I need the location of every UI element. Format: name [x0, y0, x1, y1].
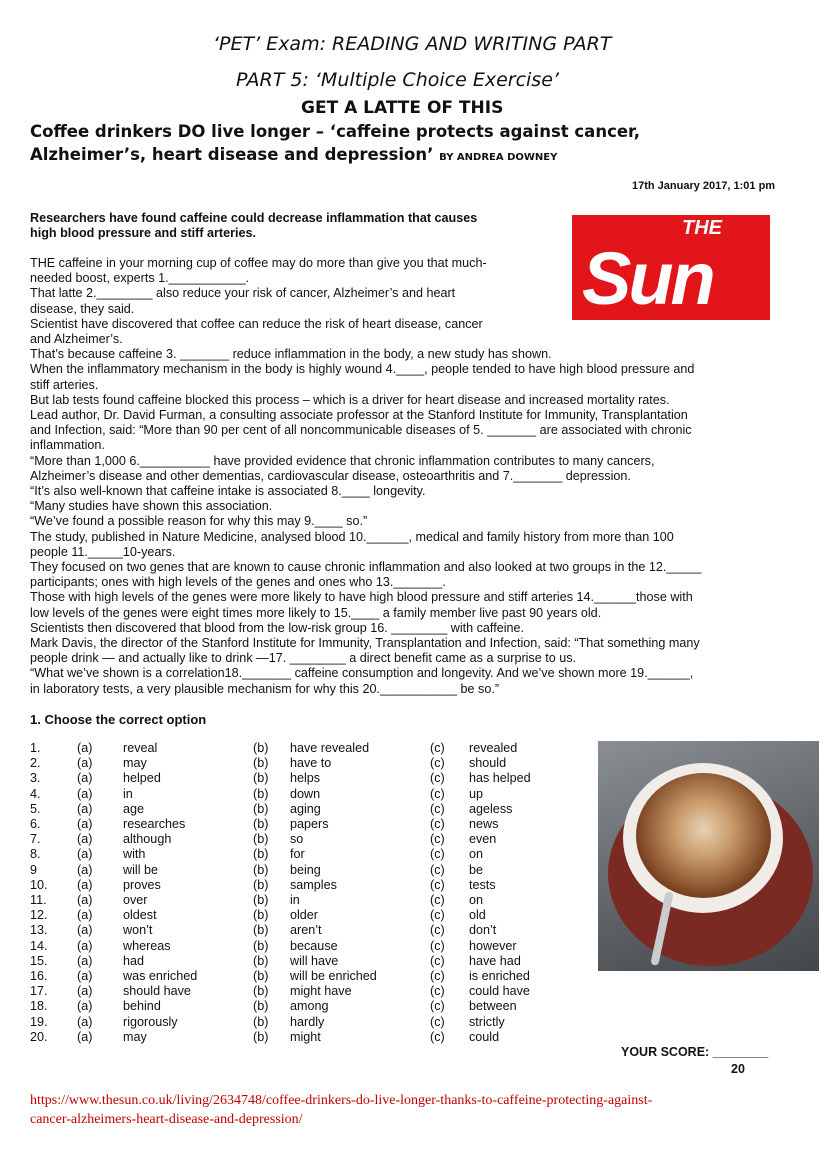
option-letter: (b) [253, 801, 269, 816]
option-letter: (a) [77, 741, 93, 755]
article-line: Scientists then discovered that blood from the low-risk group 16. ________ with caffeine. [30, 620, 525, 635]
option-b[interactable]: aging [290, 801, 321, 816]
option-letter: (c) [430, 832, 445, 847]
option-b[interactable]: have to [290, 756, 332, 771]
option-letter: (c) [430, 771, 445, 786]
option-letter: (b) [253, 953, 269, 968]
option-a[interactable]: may [123, 756, 147, 771]
question-number: 9 [30, 862, 38, 877]
option-letter: (c) [430, 786, 445, 801]
byline: BY ANDREA DOWNEY [439, 152, 558, 163]
option-letter: (a) [77, 893, 93, 907]
part-title: PART 5: ‘Multiple Choice Exercise’ [236, 69, 559, 91]
option-letter: (b) [253, 923, 269, 938]
option-c[interactable]: should [469, 756, 507, 771]
option-letter: (c) [430, 862, 445, 877]
option-a[interactable]: over [123, 893, 148, 907]
article-line: disease, they said. [30, 301, 135, 316]
option-c[interactable]: however [469, 938, 517, 953]
standfirst-1: Researchers have found caffeine could decrease inflammation that causes [30, 211, 478, 225]
article-line: That latte 2.________ also reduce your risk of cancer, Alzheimer’s and heart [30, 286, 456, 301]
option-letter: (b) [253, 741, 269, 755]
option-letter: (a) [77, 847, 93, 862]
option-a[interactable]: age [123, 801, 145, 816]
option-b[interactable]: might [290, 1029, 321, 1044]
question-number: 17. [30, 984, 48, 999]
option-b[interactable]: down [290, 786, 321, 801]
article-line: Scientist have discovered that coffee can reduce the risk of heart disease, cancer [30, 316, 483, 331]
standfirst-2: high blood pressure and stiff arteries. [30, 226, 257, 240]
option-letter: (c) [430, 969, 445, 983]
headline-line-1: Coffee drinkers DO live longer – ‘caffeine protects against cancer, [30, 122, 641, 141]
option-letter: (a) [77, 817, 93, 831]
option-a[interactable]: reveal [123, 741, 158, 755]
article-body [30, 256, 701, 697]
option-a[interactable]: behind [123, 999, 161, 1014]
option-a[interactable]: whereas [123, 938, 171, 953]
option-c[interactable]: be [469, 862, 484, 877]
option-letter: (a) [77, 756, 93, 771]
option-b[interactable]: among [290, 999, 329, 1014]
option-letter: (c) [430, 817, 445, 831]
option-letter: (c) [430, 984, 445, 999]
option-letter: (a) [77, 877, 93, 892]
option-b[interactable]: hardly [290, 1014, 325, 1029]
option-letter: (a) [77, 832, 93, 847]
option-b[interactable]: being [290, 862, 321, 877]
option-a[interactable]: although [123, 832, 172, 847]
option-letter: (a) [77, 938, 93, 953]
question-number: 13. [30, 923, 48, 938]
option-c[interactable]: even [469, 832, 497, 847]
option-letter: (c) [430, 923, 445, 938]
question-number: 19. [30, 1014, 48, 1029]
source-link-1[interactable]: https://www.thesun.co.uk/living/2634748/coffee-drinkers-do-live-longer-thanks-to-caffeine-protecting-against- [30, 1093, 653, 1108]
option-letter: (c) [430, 847, 445, 862]
question-number: 8. [30, 847, 41, 862]
article-line: That’s because caffeine 3. _______ reduce inflammation in the body, a new study has shown. [30, 347, 552, 362]
option-b[interactable]: papers [290, 817, 329, 831]
option-c[interactable]: could have [469, 984, 530, 999]
option-a[interactable]: helped [123, 771, 161, 786]
option-c[interactable]: ageless [469, 801, 513, 816]
option-letter: (c) [430, 999, 445, 1014]
article-line: “It’s also well-known that caffeine intake is associated 8.____ longevity. [30, 484, 426, 499]
option-c[interactable]: news [469, 817, 499, 831]
article-line: people drink — and actually like to drink —17. ________ a direct benefit came as a surprise to us. [30, 651, 577, 666]
exam-title: ‘PET’ Exam: READING AND WRITING PART [213, 33, 612, 55]
question-number: 5. [30, 801, 41, 816]
option-letter: (c) [430, 801, 445, 816]
question-number: 7. [30, 832, 41, 847]
option-letter: (c) [430, 893, 445, 907]
option-letter: (b) [253, 938, 269, 953]
option-b[interactable]: helps [290, 771, 321, 786]
option-b[interactable]: samples [290, 877, 337, 892]
option-a[interactable]: rigorously [123, 1014, 178, 1029]
headline-text: Alzheimer’s, heart disease and depression’ [30, 145, 434, 164]
option-c[interactable]: old [469, 908, 486, 923]
option-c[interactable]: don’t [469, 923, 497, 938]
option-letter: (b) [253, 893, 269, 907]
option-letter: (b) [253, 771, 269, 786]
option-letter: (a) [77, 862, 93, 877]
option-b[interactable]: might have [290, 984, 352, 999]
option-c[interactable]: have had [469, 953, 521, 968]
option-a[interactable]: had [123, 953, 145, 968]
option-letter: (b) [253, 756, 269, 771]
option-b[interactable]: have revealed [290, 741, 370, 755]
option-letter: (a) [77, 969, 93, 983]
source-link-2[interactable]: cancer-alzheimers-heart-disease-and-depression/ [30, 1112, 303, 1127]
question-number: 11. [30, 893, 47, 907]
option-b[interactable]: older [290, 908, 319, 923]
question-number: 6. [30, 817, 41, 831]
article-line: needed boost, experts 1.___________. [30, 271, 250, 286]
question-number: 4. [30, 786, 41, 801]
option-letter: (c) [430, 756, 445, 771]
article-line: They focused on two genes that are known to cause chronic inflammation and also looked at two groups in the 12._____ [30, 560, 702, 575]
option-b[interactable]: aren’t [290, 923, 322, 938]
article-line: When the inflammatory mechanism in the body is highly wound 4.____, people tended to have high blood pressure and [30, 362, 695, 377]
option-letter: (b) [253, 999, 269, 1014]
score-label: YOUR SCORE: ________ [621, 1045, 769, 1059]
headline-line-2 [30, 145, 557, 164]
option-letter: (b) [253, 786, 269, 801]
option-b[interactable]: for [290, 847, 305, 862]
article-line: The study, published in Nature Medicine, analysed blood 10.______, medical and family history from more than 100 [30, 529, 674, 544]
option-letter: (c) [430, 741, 445, 755]
question-number: 10. [30, 877, 48, 892]
logo-big: Sun [582, 237, 713, 320]
option-letter: (c) [430, 877, 445, 892]
option-b[interactable]: so [290, 832, 304, 847]
option-letter: (b) [253, 877, 269, 892]
article-line: “Many studies have shown this association. [30, 499, 273, 514]
option-c[interactable]: has helped [469, 771, 531, 786]
option-letter: (a) [77, 953, 93, 968]
option-letter: (c) [430, 953, 445, 968]
question-number: 15. [30, 953, 48, 968]
option-letter: (a) [77, 1029, 93, 1044]
option-a[interactable]: in [123, 786, 133, 801]
question-number: 14. [30, 938, 48, 953]
option-b[interactable]: because [290, 938, 338, 953]
option-a[interactable]: will be [123, 862, 158, 877]
question-number: 18. [30, 999, 48, 1014]
option-letter: (c) [430, 908, 445, 923]
option-letter: (a) [77, 908, 93, 923]
option-c[interactable]: is enriched [469, 969, 530, 983]
option-a[interactable]: proves [123, 877, 161, 892]
option-letter: (a) [77, 984, 93, 999]
option-a[interactable]: researches [123, 817, 186, 831]
option-letter: (c) [430, 1014, 445, 1029]
question-number: 1. [30, 741, 41, 755]
exercise-title: 1. Choose the correct option [30, 712, 207, 727]
article-date: 17th January 2017, 1:01 pm [632, 180, 776, 192]
option-letter: (a) [77, 999, 93, 1014]
option-b[interactable]: will be enriched [290, 969, 377, 983]
option-a[interactable]: should have [123, 984, 191, 999]
article-line: stiff arteries. [30, 377, 99, 392]
option-letter: (b) [253, 984, 269, 999]
article-line: Mark Davis, the director of the Stanford Institute for Immunity, Transplantation and Infection, said: “That something many [30, 636, 700, 651]
question-number: 16. [30, 969, 48, 983]
option-letter: (b) [253, 908, 269, 923]
option-letter: (a) [77, 1014, 93, 1029]
option-a[interactable]: won’t [123, 923, 153, 938]
option-letter: (c) [430, 1029, 445, 1044]
option-a[interactable]: oldest [123, 908, 157, 923]
option-c[interactable]: on [469, 847, 484, 862]
option-c[interactable]: revealed [469, 741, 518, 755]
article-line: “We’ve found a possible reason for why this may 9.____ so.” [30, 514, 368, 529]
option-letter: (a) [77, 786, 93, 801]
option-b[interactable]: will have [290, 953, 339, 968]
option-c[interactable]: could [469, 1029, 500, 1044]
article-line: low levels of the genes were eight times more likely to 15.____ a family member live past 90 years old. [30, 605, 602, 620]
option-letter: (b) [253, 832, 269, 847]
logo-small: THE [682, 217, 722, 239]
option-c[interactable]: up [469, 786, 484, 801]
article-line: Those with high levels of the genes were more likely to have high blood pressure and stiff arteries 14.______those with [30, 590, 693, 605]
article-line: in laboratory tests, a very plausible mechanism for why this 20.___________ be so.” [30, 681, 500, 696]
option-c[interactable]: tests [469, 877, 496, 892]
question-number: 12. [30, 908, 48, 923]
article-line: THE caffeine in your morning cup of coffee may do more than give you that much- [30, 256, 487, 270]
option-a[interactable]: may [123, 1029, 147, 1044]
option-c[interactable]: strictly [469, 1014, 505, 1029]
option-letter: (b) [253, 862, 269, 877]
question-number: 3. [30, 771, 41, 786]
article-line: But lab tests found caffeine blocked this process – which is a driver for heart disease and increased mortality rates. [30, 392, 670, 407]
option-a[interactable]: was enriched [123, 969, 198, 983]
option-a[interactable]: with [123, 847, 146, 862]
option-letter: (a) [77, 801, 93, 816]
option-letter: (b) [253, 1029, 269, 1044]
article-heading: GET A LATTE OF THIS [301, 98, 504, 118]
option-letter: (b) [253, 847, 269, 862]
article-line: Lead author, Dr. David Furman, a consulting associate professor at the Stanford Institute for Immunity, Transplantation [30, 408, 688, 423]
article-line: people 11._____10-years. [30, 544, 176, 559]
score-total: 20 [731, 1062, 745, 1076]
article-line: “More than 1,000 6.__________ have provided evidence that chronic inflammation contributes to many cancers, [30, 453, 655, 468]
option-letter: (a) [77, 771, 93, 786]
option-c[interactable]: on [469, 893, 484, 907]
article-line: “What we’ve shown is a correlation18._______ caffeine consumption and longevity. And we’ve shown more 19.______, [30, 666, 694, 681]
article-line: and Alzheimer’s. [30, 332, 123, 347]
article-line: inflammation. [30, 438, 105, 453]
question-number: 2. [30, 756, 41, 771]
option-c[interactable]: between [469, 999, 517, 1014]
option-letter: (b) [253, 969, 269, 983]
latte-photo [598, 741, 819, 971]
option-letter: (b) [253, 1014, 269, 1029]
option-letter: (a) [77, 923, 93, 938]
article-line: and Infection, said: “More than 90 per cent of all noncommunicable diseases of 5. _______ are associated with chronic [30, 423, 692, 438]
question-number: 20. [30, 1029, 48, 1044]
article-line: participants; ones with high levels of the genes and ones who 13._______. [30, 575, 446, 590]
latte-art [636, 773, 771, 898]
article-line: Alzheimer’s disease and other dementias, cardiovascular disease, osteoarthritis and 7._______ depression. [30, 468, 631, 483]
option-b[interactable]: in [290, 893, 300, 907]
option-letter: (c) [430, 938, 445, 953]
option-letter: (b) [253, 817, 269, 831]
